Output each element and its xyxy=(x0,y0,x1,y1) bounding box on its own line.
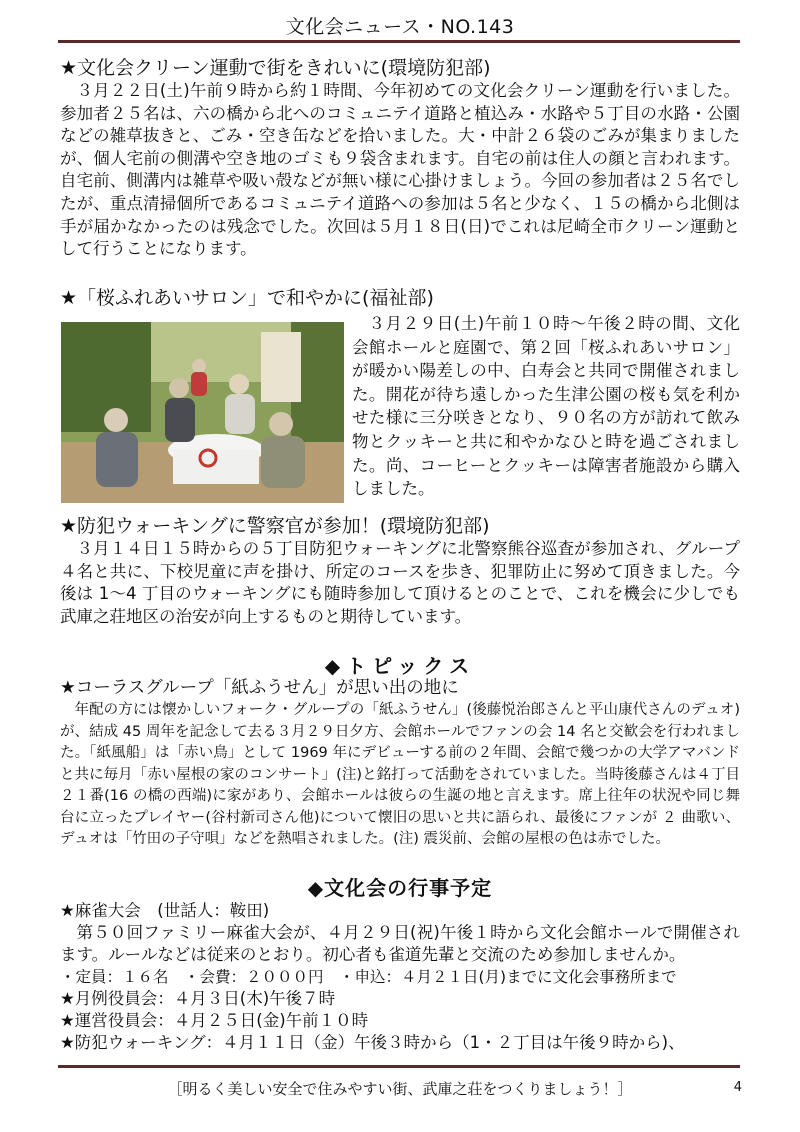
page-number: 4 xyxy=(733,1080,742,1095)
schedule-section xyxy=(60,900,740,1054)
chorus-title: ★コーラスグループ「紙ふうせん」が思い出の地に xyxy=(60,678,459,698)
newsletter-title: 文化会ニュース・NO.143 xyxy=(285,16,515,38)
salon-section xyxy=(60,286,740,310)
header-rule xyxy=(58,40,740,43)
patrol-section xyxy=(60,514,740,628)
chorus-body: 年配の方には懐かしいフォーク・グループの「紙ふうせん」(後藤悦治郎さんと平山康代さんのデュオ)が、結成 45 周年を記念して去る３月２９日夕方、会館ホールでファンの会 14 名と交歓会を行われました。「紙風船」は「赤い鳥」として 1969 年にデビューする前の２年間、会館で幾つかの大学アマバンドと共に毎月「赤い屋根の家のコンサート」(注)と銘打って活動をされていました。当時後藤さんは４丁目２１番(16 の橋の西端)に家があり、会館ホールは彼らの生誕の地と言えます。席上往年の状況や同じ舞台に立ったプレイヤー(谷村新司さん他)について懐旧の思いと共に語られ、最後にファンが ２ 曲歌い、デュオは「竹田の子守唄」などを熱唱されました。(注) 震災前、会館の屋根の色は赤でした。 xyxy=(60,702,740,847)
schedule-item-patrol-walking: ★防犯ウォーキング：４月１１日（金）午後３時から（1・２丁目は午後９時から)、 xyxy=(60,1033,685,1052)
salon-photo xyxy=(61,322,344,503)
mahjong-details: ・定員：１６名 ・会費：２０００円 ・申込：４月２１日(月)までに文化会事務所まで xyxy=(60,968,677,986)
patrol-title: ★防犯ウォーキングに警察官が参加！(環境防犯部) xyxy=(60,515,490,537)
topics-section xyxy=(60,676,740,851)
footer-rule xyxy=(58,1065,740,1068)
topics-heading: ◆トピックス xyxy=(324,654,476,678)
clean-campaign-section xyxy=(60,56,740,261)
clean-campaign-title: ★文化会クリーン運動で街をきれいに(環境防犯部) xyxy=(60,57,491,79)
schedule-heading: ◆文化会の行事予定 xyxy=(307,876,493,900)
salon-body: ３月２９日(土)午前１０時～午後２時の間、文化会館ホールと庭園で、第２回「桜ふれあいサロン」が暖かい陽差しの中、白寿会と共同で開催されました。開花が待ち遠しかった生津公園の桜も気を利かせた様に三分咲きとなり、９０名の方が訪れて飲み物とクッキーと共に和やかなひと時を過ごされました。尚、コーヒーとクッキーは障害者施設から購入しました。 xyxy=(352,314,740,499)
salon-body-wrap xyxy=(352,312,740,501)
patrol-body: ３月１４日１５時からの５丁目防犯ウォーキングに北警察熊谷巡査が参加され、グループ４名と共に、下校児童に声を掛け、所定のコースを歩き、犯罪防止に努めて頂きました。今後は 1～4 丁目のウォーキングにも随時参加して頂けるとのことで、これを機会に少しでも武庫之荘地区の治安が向上するものと期待しています。 xyxy=(60,539,740,626)
schedule-item-monthly-meeting: ★月例役員会：４月３日(木)午後７時 xyxy=(60,989,336,1008)
schedule-item-operations-meeting: ★運営役員会：４月２５日(金)午前１０時 xyxy=(60,1011,369,1030)
garden-party-image xyxy=(61,322,344,503)
mahjong-title: ★麻雀大会 (世話人：鞍田) xyxy=(60,901,270,920)
salon-title: ★「桜ふれあいサロン」で和やかに(福祉部) xyxy=(60,287,434,309)
footer-slogan: ［明るく美しい安全で住みやすい街、武庫之荘をつくりましょう！］ xyxy=(167,1080,633,1098)
mahjong-body: 第５０回ファミリー麻雀大会が、４月２９日(祝)午後１時から文化会館ホールで開催されます。ルールなどは従来のとおり。初心者も雀道先輩と交流のため参加しませんか。 xyxy=(60,923,740,964)
clean-campaign-body: ３月２２日(土)午前９時から約１時間、今年初めての文化会クリーン運動を行いました。参加者２５名は、六の橋から北へのコミュニテイ道路と植込み・水路や５丁目の水路・公園などの雑草抜きと、ごみ・空き缶などを拾いました。大・中計２６袋のごみが集まりましたが、個人宅前の側溝や空き地のゴミも９袋含まれます。自宅の前は住人の顔と言われます。自宅前、側溝内は雑草や吸い殻などが無い様に心掛けましょう。今回の参加者は２５名でしたが、重点清掃個所であるコミュニテイ道路への参加は５名と少なく、１５の橋から北側は手が届かなかったのは残念でした。次回は５月１８日(日)でこれは尼崎全市クリーン運動として行うことになります。 xyxy=(60,81,740,259)
